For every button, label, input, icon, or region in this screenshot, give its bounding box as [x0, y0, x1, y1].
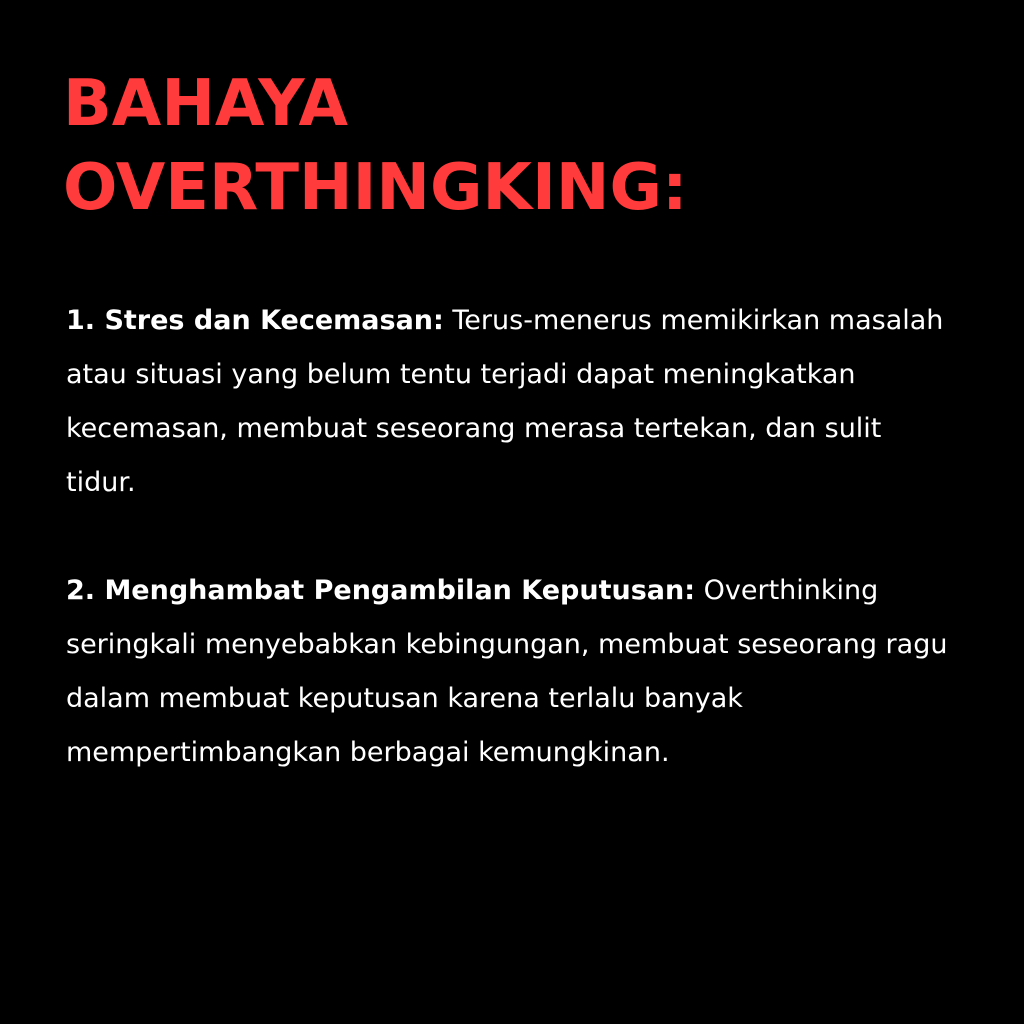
point-stress [66, 294, 956, 510]
title-line-1: BAHAYA [63, 67, 349, 141]
title-line-2: OVERTHINGKING: [63, 151, 688, 225]
point-text: Terus-menerus memikirkan masalah atau situasi yang belum tentu terjadi dapat meningkatkan kecemasan, membuat seseorang merasa tertekan, dan sulit tidur. [66, 305, 944, 498]
point-text: Overthinking seringkali menyebabkan kebingungan, membuat seseorang ragu dalam membuat keputusan karena terlalu banyak mempertimbangkan berbagai kemungkinan. [66, 575, 948, 768]
page-title [63, 62, 964, 230]
point-heading: 2. Menghambat Pengambilan Keputusan: [66, 575, 696, 606]
point-heading: 1. Stres dan Kecemasan: [66, 305, 444, 336]
points-list [63, 294, 964, 780]
point-decision [66, 564, 956, 780]
